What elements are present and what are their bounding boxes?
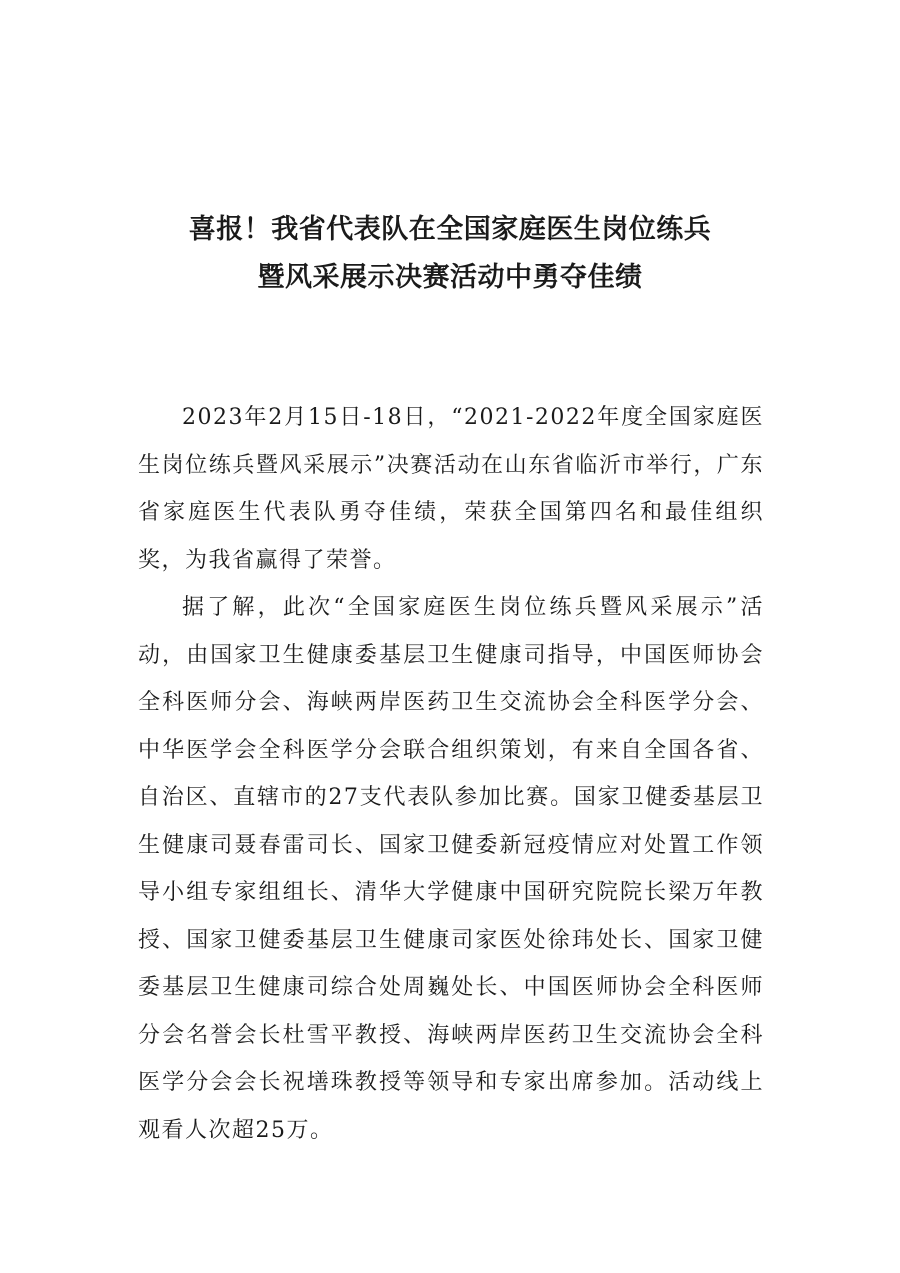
document-title bbox=[140, 206, 760, 302]
paragraph-2: 据了解，此次“全国家庭医生岗位练兵暨风采展示”活动，由国家卫生健康委基层卫生健康司指导，中国医师协会全科医师分会、海峡两岸医药卫生交流协会全科医学分会、中华医学会全科医学分会联合组织策划，有来自全国各省、自治区、直辖市的27支代表队参加比赛。国家卫健委基层卫生健康司聂春雷司长、国家卫健委新冠疫情应对处置工作领导小组专家组组长、清华大学健康中国研究院院长梁万年教授、国家卫健委基层卫生健康司家医处徐玮处长、国家卫健委基层卫生健康司综合处周巍处长、中国医师协会全科医师分会名誉会长杜雪平教授、海峡两岸医药卫生交流协会全科医学分会会长祝墡珠教授等领导和专家出席参加。活动线上观看人次超25万。 bbox=[138, 595, 764, 1143]
title-line-2: 暨风采展示决赛活动中勇夺佳绩 bbox=[257, 262, 643, 293]
title-line-1: 喜报！我省代表队在全国家庭医生岗位练兵 bbox=[188, 214, 712, 245]
paragraph-1: 2023年2月15日-18日，“2021-2022年度全国家庭医生岗位练兵暨风采展示”决赛活动在山东省临沂市举行，广东省家庭医生代表队勇夺佳绩，荣获全国第四名和最佳组织奖，为我省赢得了荣誉。 bbox=[138, 405, 764, 573]
document-body bbox=[138, 394, 764, 1154]
